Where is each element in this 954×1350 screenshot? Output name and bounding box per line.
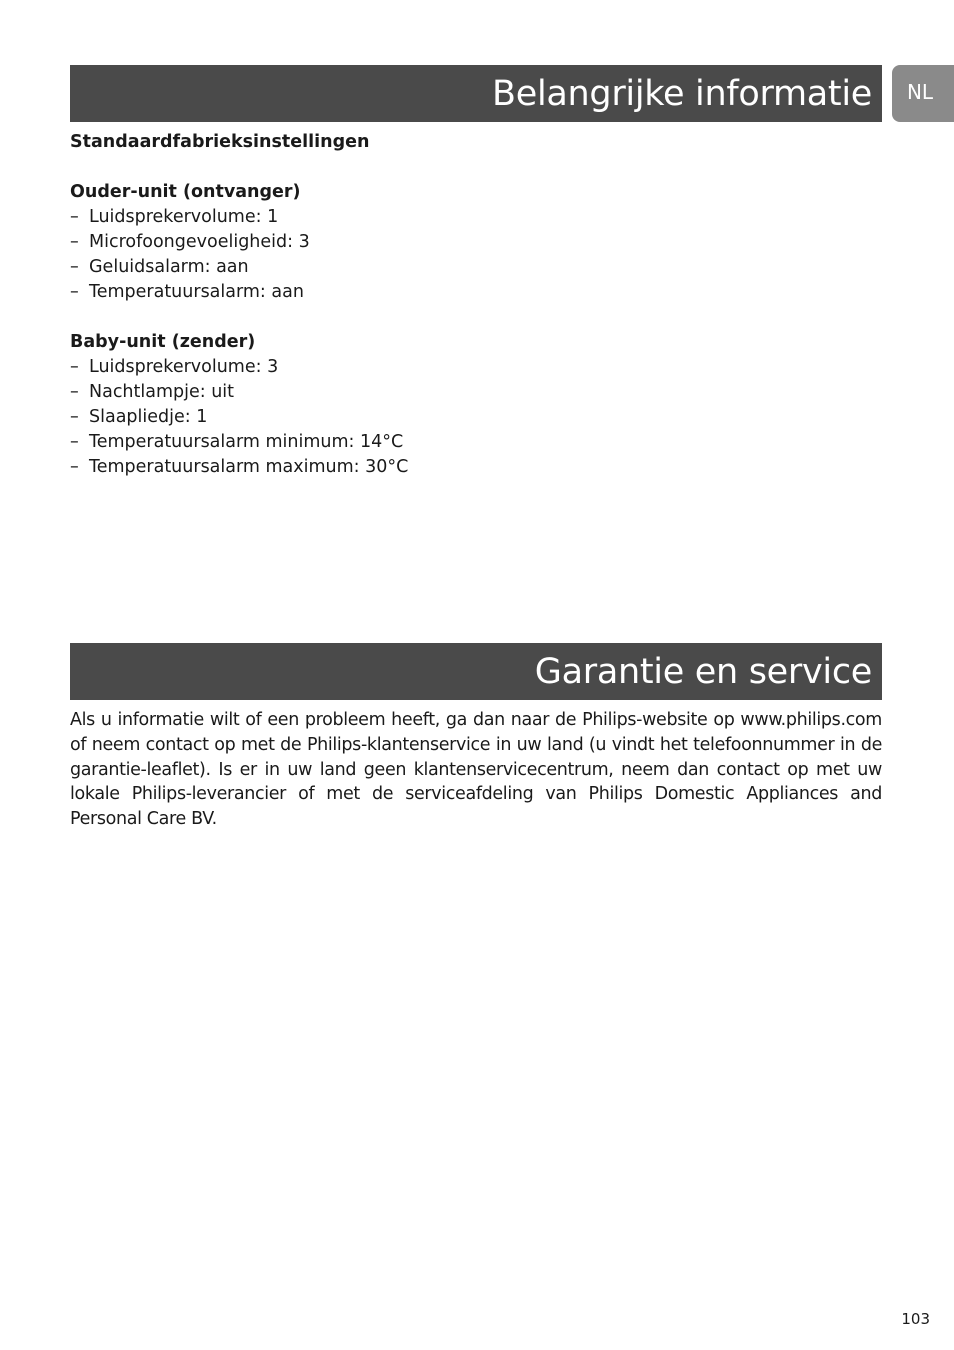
parent-unit-list [70,205,882,305]
page-number: 103 [901,1310,930,1328]
list-item: – Nachtlampje: uit [70,380,882,405]
warranty-paragraph: Als u informatie wilt of een probleem heeft, ga dan naar de Philips-website op www.philips.com of neem contact op met de Philips-klantenservice in uw land (u vindt het telefoonnummer in de garantie-leaflet). Is er in uw land geen klantenservicecentrum, neem dan contact op met uw lokale Philips-leverancier of met de serviceafdeling van Philips Domestic Appliances and Personal Care BV. [70,710,882,830]
warranty-section [70,708,882,832]
parent-unit-heading: Ouder-unit (ontvanger) [70,182,301,202]
language-tab: NL [892,65,954,122]
list-item: – Temperatuursalarm minimum: 14°C [70,430,882,455]
list-item: – Geluidsalarm: aan [70,255,882,280]
list-item: – Temperatuursalarm: aan [70,280,882,305]
factory-settings-section [70,130,882,480]
factory-settings-heading: Standaardfabrieksinstellingen [70,132,370,152]
page-title-garantie-en-service: Garantie en service [70,643,882,700]
list-item: – Luidsprekervolume: 3 [70,355,882,380]
list-item: – Slaapliedje: 1 [70,405,882,430]
list-item: – Luidsprekervolume: 1 [70,205,882,230]
page-title-belangrijke-informatie: Belangrijke informatie [70,65,882,122]
baby-unit-heading: Baby-unit (zender) [70,332,256,352]
list-item: – Temperatuursalarm maximum: 30°C [70,455,882,480]
list-item: – Microfoongevoeligheid: 3 [70,230,882,255]
baby-unit-list [70,355,882,480]
